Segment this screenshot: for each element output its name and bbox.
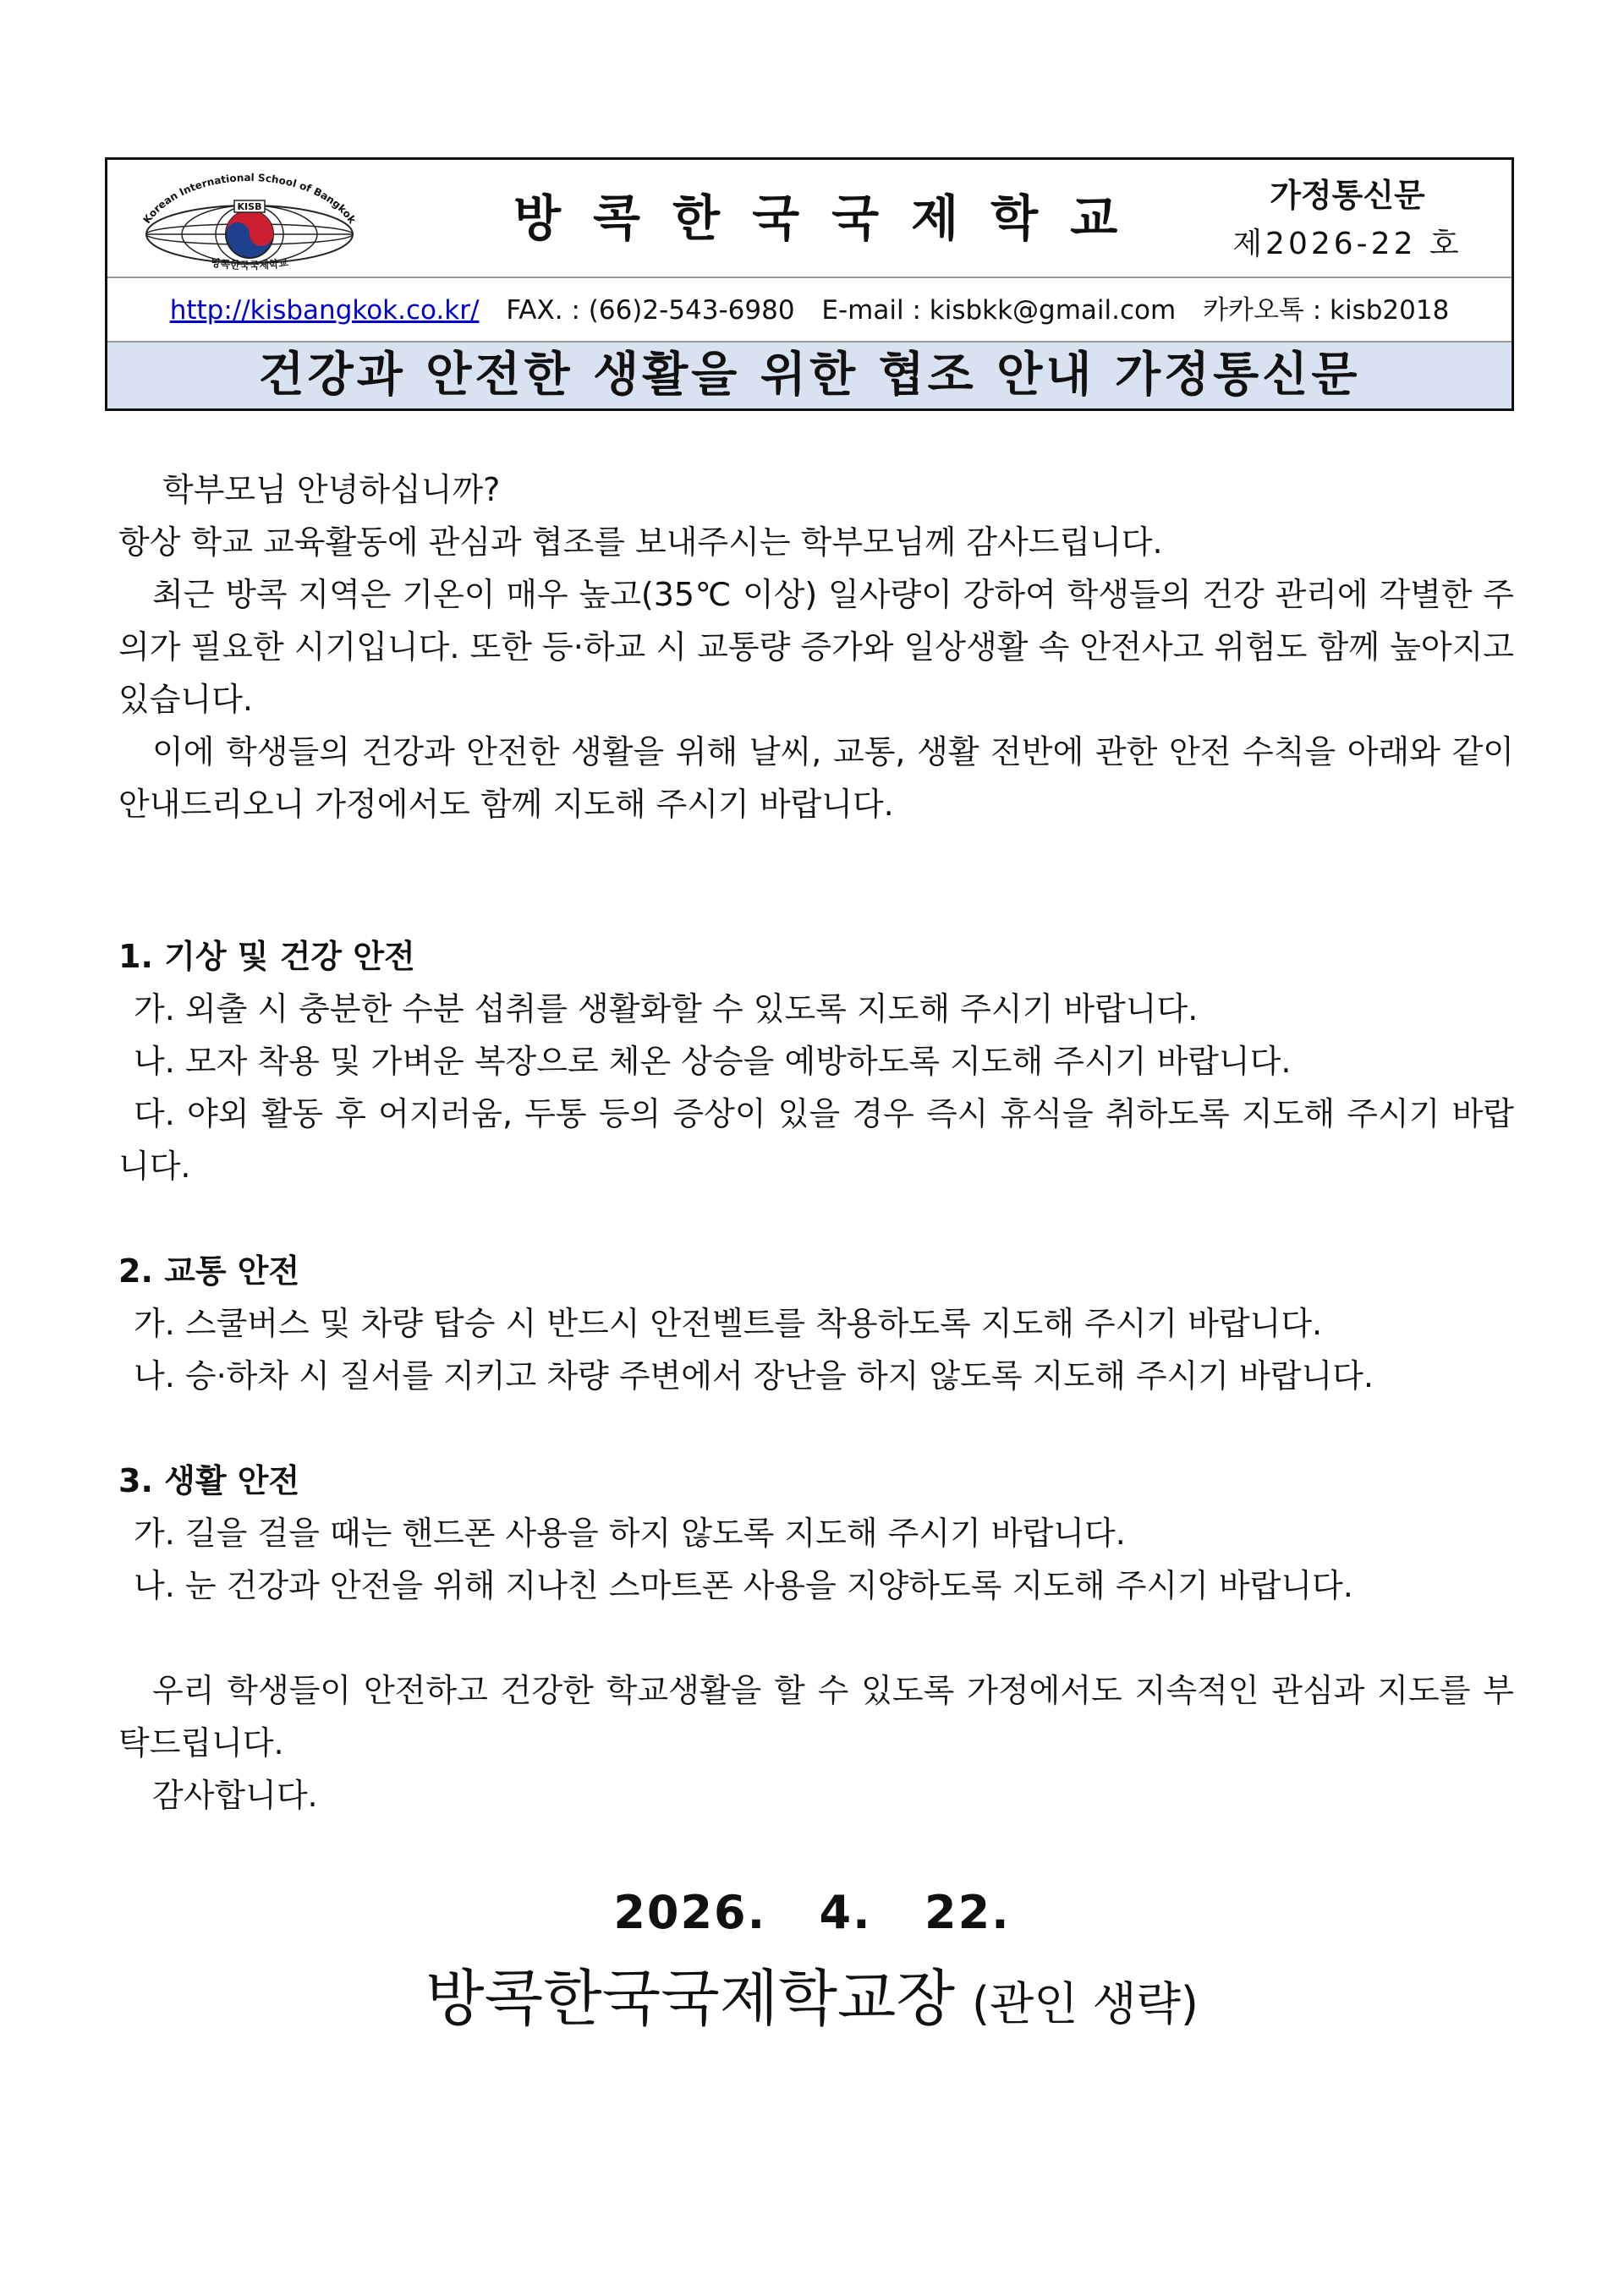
list-item: [118, 1507, 1514, 1559]
issue-date: 2026. 4. 22.: [613, 1886, 1011, 1939]
school-name: 방콕한국국제학교: [513, 189, 1150, 247]
document-title: 건강과 안전한 생활을 위한 협조 안내 가정통신문: [107, 342, 1512, 408]
list-item: [118, 983, 1514, 1035]
logo-badge: KISB: [237, 201, 262, 212]
closing-block: [118, 1664, 1514, 1822]
list-item-text: 가. 스쿨버스 및 차량 탑승 시 반드시 안전벨트를 착용하도록 지도해 주시기 바랍니다.: [134, 1305, 1323, 1342]
list-item: [118, 1350, 1514, 1402]
letterhead: [105, 157, 1514, 411]
closing-paragraph: 우리 학생들이 안전하고 건강한 학교생활을 할 수 있도록 가정에서도 지속적인 관심과 지도를 부탁드립니다.: [118, 1672, 1514, 1762]
list-item-text: 나. 눈 건강과 안전을 위해 지나친 스마트폰 사용을 지양하도록 지도해 주시기 바랍니다.: [134, 1567, 1353, 1604]
section-title-daily-life: 3. 생활 안전: [118, 1462, 300, 1499]
intro-line: 항상 학교 교육활동에 관심과 협조를 보내주시는 학부모님께 감사드립니다.: [118, 523, 1163, 561]
closing-thanks: 감사합니다.: [152, 1777, 318, 1814]
list-item-text: 나. 승·하차 시 질서를 지키고 차량 주변에서 장난을 하지 않도록 지도해 주시기 바랍니다.: [134, 1357, 1374, 1395]
intro-paragraph-request: 이에 학생들의 건강과 안전한 생활을 위해 날씨, 교통, 생활 전반에 관한 안전 수칙을 아래와 같이 안내드리오니 가정에서도 함께 지도해 주시기 바랍니다.: [118, 733, 1514, 823]
greeting: 학부모님 안녕하십니까?: [162, 471, 501, 508]
letterhead-top: [107, 160, 1512, 278]
list-item: [118, 1297, 1514, 1350]
seal-note: (관인 생략): [972, 1977, 1199, 2030]
school-website-link[interactable]: http://kisbangkok.co.kr/: [169, 295, 480, 326]
list-item-text: 다. 야외 활동 후 어지러움, 두통 등의 증상이 있을 경우 즉시 휴식을 취하도록 지도해 주시기 바랍니다.: [118, 1095, 1514, 1185]
list-item: [118, 1088, 1514, 1192]
contact-row: [107, 278, 1512, 342]
intro-block: [118, 463, 1514, 830]
list-item-text: 나. 모자 착용 및 가벼운 복장으로 체온 상승을 예방하도록 지도해 주시기 바랍니다.: [134, 1043, 1292, 1080]
school-logo: [123, 168, 376, 274]
list-item: [118, 1559, 1514, 1612]
issue-number: 제2026-22 호: [1232, 227, 1462, 261]
section-title-traffic: 2. 교통 안전: [118, 1252, 300, 1290]
section-title-weather-health: 1. 기상 및 건강 안전: [118, 938, 415, 975]
list-item: [118, 1035, 1514, 1088]
list-item-text: 가. 길을 걸을 때는 핸드폰 사용을 하지 않도록 지도해 주시기 바랍니다.: [134, 1515, 1126, 1552]
fax-number: FAX. : (66)2-543-6980: [506, 295, 795, 326]
email-address: E-mail : kisbkk@gmail.com: [821, 295, 1177, 326]
intro-paragraph-weather: 최근 방콕 지역은 기온이 매우 높고(35℃ 이상) 일사량이 강하여 학생들의 건강 관리에 각별한 주의가 필요한 시기입니다. 또한 등·하교 시 교통량 증가와 일상생활 속 안전사고 위험도 함께 높아지고 있습니다.: [118, 576, 1514, 718]
list-item-text: 가. 외출 시 충분한 수분 섭취를 생활화할 수 있도록 지도해 주시기 바랍니다.: [134, 990, 1199, 1027]
signature: [0, 1960, 1624, 2042]
kakao-id: 카카오톡 : kisb2018: [1203, 295, 1450, 326]
newsletter-label: 가정통신문: [1270, 177, 1425, 214]
logo-arc-text-bottom: 방콕한국국제학교: [210, 256, 289, 272]
logo-arc-text-top: Korean International School of Bangkok: [140, 171, 359, 226]
principal-title: 방콕한국국제학교장: [425, 1963, 955, 2034]
